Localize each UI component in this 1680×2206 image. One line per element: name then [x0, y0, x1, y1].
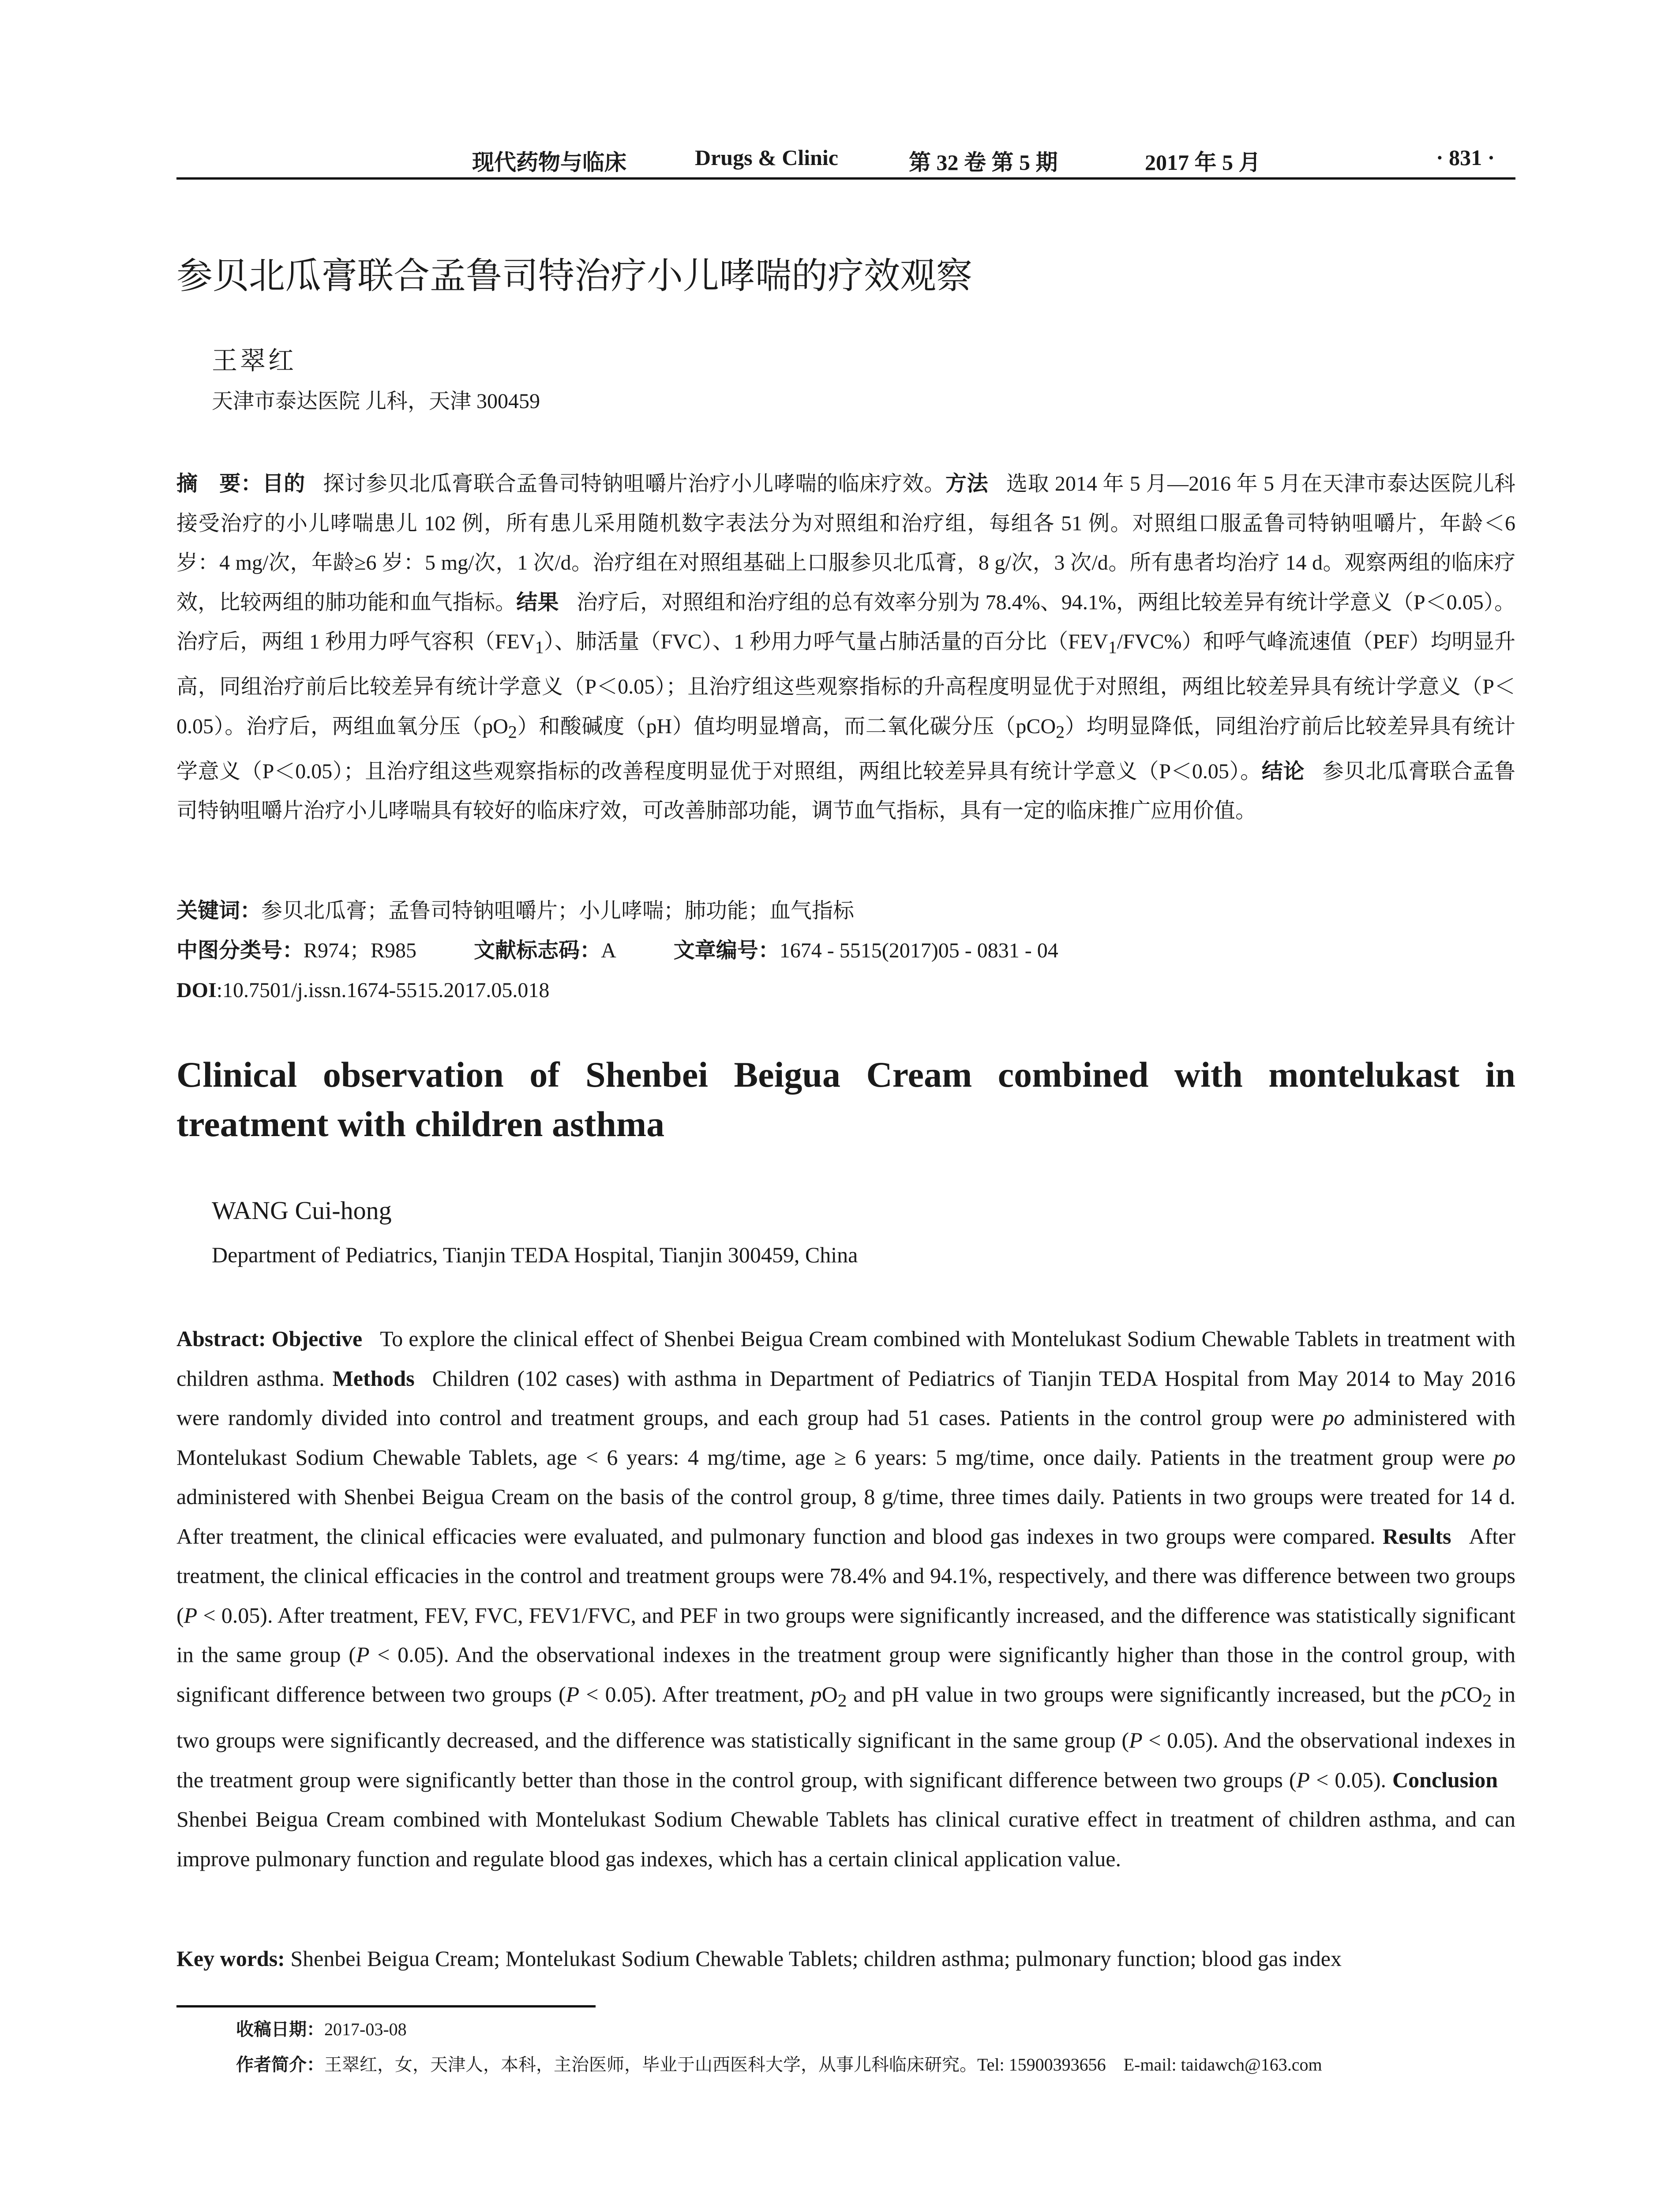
results-text-en-5: and pH value in two groups were significantly increased, but the	[847, 1681, 1441, 1707]
doc-code-value: A	[601, 939, 616, 962]
abstract-cn	[176, 464, 1515, 831]
doc-code-label: 文献标志码：	[474, 938, 601, 963]
journal-name-cn: 现代药物与临床	[472, 150, 626, 175]
methods-label-cn: 方法	[945, 471, 989, 496]
keywords-label-en: Key words:	[176, 1946, 285, 1971]
bio-label: 作者简介：	[236, 2055, 324, 2075]
clc-value: R974；R985	[304, 939, 417, 962]
results-text-en-4: < 0.05). After treatment,	[579, 1681, 811, 1707]
methods-text-en-3: administered with Shenbei Beigua Cream on the basis of the control group, 8 g/time, three times daily. Patients in two groups were treated for 14 d. After treatment, the clinical efficacies were evaluated, and pulmonary function and blood gas indexes in two groups were compared.	[176, 1484, 1515, 1549]
received-label: 收稿日期：	[236, 2019, 324, 2040]
title-en: Clinical observation of Shenbei Beigua Cream combined with montelukast in treatment with children asthma	[176, 1054, 1515, 1144]
affiliation-en: Department of Pediatrics, Tianjin TEDA Hospital, Tianjin 300459, China	[212, 1242, 858, 1267]
subscript: 1	[535, 637, 544, 657]
methods-text-cn: 选取 2014 年 5 月—2016 年 5 月在天津市泰达医院儿科接受治疗的小儿哮喘患儿 102 例，所有患儿采用随机数字表法分为对照组和治疗组，每组各 51 例。对照组口服孟鲁司特钠咀嚼片，年龄＜6 岁：4 mg/次，年龄≥6 岁：5 mg/次，1 次/d。治疗组在对照组基础上口服参贝北瓜膏，8 g/次，3 次/d。所有患者均治疗 14 d。观察两组的临床疗效，比较两组的肺功能和血气指标。	[176, 472, 1515, 614]
methods-text-en-2: administered with Montelukast Sodium Chewable Tablets, age < 6 years: 4 mg/time, age ≥ 6 years: 5 mg/time, once daily. Patients in the treatment group were	[176, 1405, 1515, 1470]
journal-name-en: Drugs & Clinic	[695, 145, 838, 170]
objective-label-cn: 目的	[262, 471, 305, 496]
italic-po: po	[1323, 1405, 1345, 1430]
volume-issue: 第 32 卷 第 5 期	[909, 150, 1058, 175]
results-text-en-1: After treatment, the clinical efficacies in the control and treatment groups were 78.4% and 94.1%, respectively, and there was difference between two groups (	[176, 1523, 1515, 1628]
methods-label-en: Methods	[332, 1366, 415, 1391]
objective-label-en: Abstract: Objective	[176, 1326, 363, 1351]
article-no-value: 1674 - 5515(2017)05 - 0831 - 04	[779, 939, 1058, 962]
results-label-cn: 结果	[516, 589, 559, 615]
author-cn: 王翠红	[212, 346, 297, 375]
abstract-en	[176, 1319, 1515, 1879]
o2-text: O	[821, 1681, 838, 1707]
bio-text: 王翠红，女，天津人，本科，主治医师，毕业于山西医科大学，从事儿科临床研究。Tel: 15900393656 E-mail: taidawch@163.com	[324, 2055, 1322, 2075]
conclusion-label-en: Conclusion	[1392, 1767, 1498, 1792]
affiliation-cn: 天津市泰达医院 儿科，天津 300459	[212, 390, 540, 413]
keywords-en	[176, 1946, 1515, 1971]
results-text-cn-5: ）均明显降低，同组治疗前后比较差异具有统计学意义（P＜0.05）；且治疗组这些观察指标的改善程度明显优于对照组，两组比较差异具有统计学意义（P＜0.05）。	[176, 714, 1515, 783]
subscript: 2	[508, 722, 517, 742]
keywords-cn	[176, 891, 1515, 931]
author-en: WANG Cui-hong	[212, 1196, 392, 1225]
classification-line	[176, 931, 1515, 971]
keywords-label-cn: 关键词：	[176, 898, 262, 923]
conclusion-text-cn: 参贝北瓜膏联合孟鲁司特钠咀嚼片治疗小儿哮喘具有较好的临床疗效，可改善肺部功能，调节血气指标，具有一定的临床推广应用价值。	[176, 759, 1515, 823]
results-text-en-2: < 0.05). After treatment, FEV, FVC, FEV1/FVC, and PEF in two groups were significantly increased, and the difference was statistically significant in the same group (	[176, 1602, 1515, 1667]
italic-p: P	[566, 1681, 580, 1707]
italic-p: p	[1440, 1681, 1452, 1707]
objective-text-en: To explore the clinical effect of Shenbei Beigua Cream combined with Montelukast Sodium Chewable Tablets in treatment with children asthma.	[176, 1326, 1515, 1391]
results-text-en-8: < 0.05).	[1310, 1767, 1386, 1792]
italic-p: P	[1296, 1767, 1310, 1792]
title-cn: 参贝北瓜膏联合孟鲁司特治疗小儿哮喘的疗效观察	[176, 255, 973, 297]
article-no-label: 文章编号：	[673, 938, 780, 963]
doi-value: :10.7501/j.issn.1674-5515.2017.05.018	[216, 979, 550, 1002]
results-text-en-6: in two groups were significantly decreased, and the difference was statistically significant in the same group (	[176, 1681, 1515, 1752]
page-number: · 831 ·	[1436, 145, 1495, 170]
conclusion-label-cn: 结论	[1261, 758, 1305, 784]
co2-text: CO	[1451, 1681, 1483, 1707]
author-bio	[236, 2051, 1322, 2076]
results-label-en: Results	[1382, 1523, 1451, 1549]
conclusion-text-en: Shenbei Beigua Cream combined with Montelukast Sodium Chewable Tablets has clinical curative effect in treatment of children asthma, and can improve pulmonary function and regulate blood gas indexes, which has a certain clinical application value.	[176, 1807, 1515, 1871]
italic-po: po	[1493, 1444, 1516, 1470]
running-header	[176, 142, 1515, 180]
italic-p: P	[1129, 1728, 1143, 1752]
italic-p: P	[356, 1642, 370, 1667]
abstract-label-cn: 摘 要：	[176, 471, 262, 496]
issue-date: 2017 年 5 月	[1145, 150, 1261, 175]
results-text-cn-1: 治疗后，对照组和治疗组的总有效率分别为 78.4%、94.1%，两组比较差异有统计学意义（P＜0.05）。治疗后，两组 1 秒用力呼气容积（FEV	[176, 590, 1515, 653]
results-text-cn-3: /FVC%）和呼气峰流速值（PEF）均明显升高，同组治疗前后比较差异有统计学意义（P＜0.05）；且治疗组这些观察指标的升高程度明显优于对照组，两组比较差异具有统计学意义（P＜0.05）。治疗后，两组血氧分压（pO	[176, 630, 1515, 738]
subscript: 2	[1482, 1690, 1492, 1711]
results-text-en-3: < 0.05). And the observational indexes in the treatment group were significantly higher than those in the control group, with significant difference between two groups (	[176, 1642, 1515, 1707]
objective-text-cn: 探讨参贝北瓜膏联合孟鲁司特钠咀嚼片治疗小儿哮喘的临床疗效。	[322, 472, 945, 495]
received-value: 2017-03-08	[324, 2019, 407, 2039]
methods-text-en-1: Children (102 cases) with asthma in Department of Pediatrics of Tianjin TEDA Hospital from May 2014 to May 2016 were randomly divided into control and treatment groups, and each group had 51 cases. Patients in the control group were	[176, 1366, 1515, 1430]
keywords-text-cn: 参贝北瓜膏；孟鲁司特钠咀嚼片；小儿哮喘；肺功能；血气指标	[261, 899, 855, 923]
doi-label: DOI	[176, 979, 217, 1002]
keywords-text-en: Shenbei Beigua Cream; Montelukast Sodium Chewable Tablets; children asthma; pulmonary function; blood gas index	[290, 1946, 1342, 1971]
subscript: 1	[1108, 637, 1117, 657]
results-text-en-7: < 0.05). And the observational indexes in the treatment group were significantly better than those in the control group, with significant difference between two groups (	[176, 1728, 1515, 1792]
subscript: 2	[837, 1690, 847, 1711]
results-text-cn-4: ）和酸碱度（pH）值均明显增高，而二氧化碳分压（pCO	[517, 714, 1056, 738]
results-text-cn-2: ）、肺活量（FVC）、1 秒用力呼气量占肺活量的百分比（FEV	[544, 630, 1108, 653]
doi-line	[176, 971, 1515, 1010]
clc-label: 中图分类号：	[176, 938, 304, 963]
subscript: 2	[1056, 722, 1065, 742]
italic-p: P	[184, 1602, 198, 1628]
received-date	[236, 2015, 407, 2041]
footnote-divider	[176, 2005, 596, 2007]
italic-p: p	[810, 1681, 822, 1707]
